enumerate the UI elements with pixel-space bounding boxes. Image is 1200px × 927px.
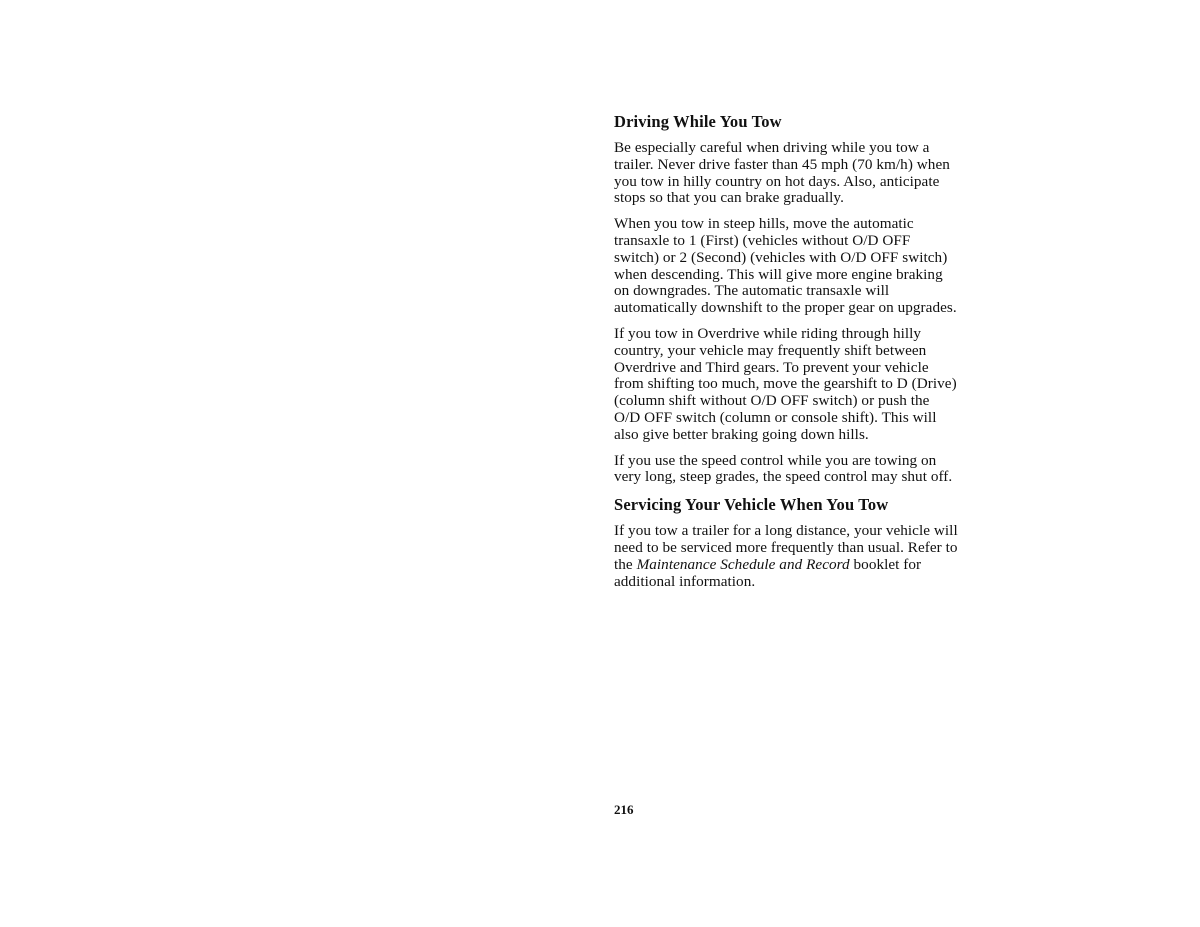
paragraph-steep-hills: When you tow in steep hills, move the automatic transaxle to 1 (First) (vehicles without O/D OFF switch) or 2 (Second) (vehicles with O/D OFF switch) when descending. This will give more engine braking on downgrades. The automatic transaxle will automatically downshift to the proper gear on upgrades. [614, 215, 957, 317]
section-heading-driving-while-you-tow: Driving While You Tow [614, 112, 782, 131]
booklet-title-reference: Maintenance Schedule and Record [636, 555, 850, 573]
section-heading-servicing: Servicing Your Vehicle When You Tow [614, 495, 889, 515]
page-number: 216 [614, 802, 634, 817]
text-column [614, 112, 959, 599]
paragraph-speed-control: If you use the speed control while you are towing on very long, steep grades, the speed control may shut off. [614, 451, 953, 486]
paragraph-careful-driving: Be especially careful when driving while you tow a trailer. Never drive faster than 45 mph (70 km/h) when you tow in hilly country on hot days. Also, anticipate stops so that you can brake gradually. [614, 139, 950, 207]
paragraph-servicing [614, 523, 959, 590]
paragraph-servicing-text-after: booklet for additional information. [614, 555, 922, 590]
paragraph-overdrive: If you tow in Overdrive while riding through hilly country, your vehicle may frequently shift between Overdrive and Third gears. To prevent your vehicle from shifting too much, move the gearshift to D (Drive) (column shift without O/D OFF switch) or push the O/D OFF switch (column or console shift). This will also give better braking going down hills. [614, 324, 957, 443]
paragraph-servicing-text-before: If you tow a trailer for a long distance, your vehicle will need to be serviced more frequently than usual. Refer to the [614, 522, 958, 573]
